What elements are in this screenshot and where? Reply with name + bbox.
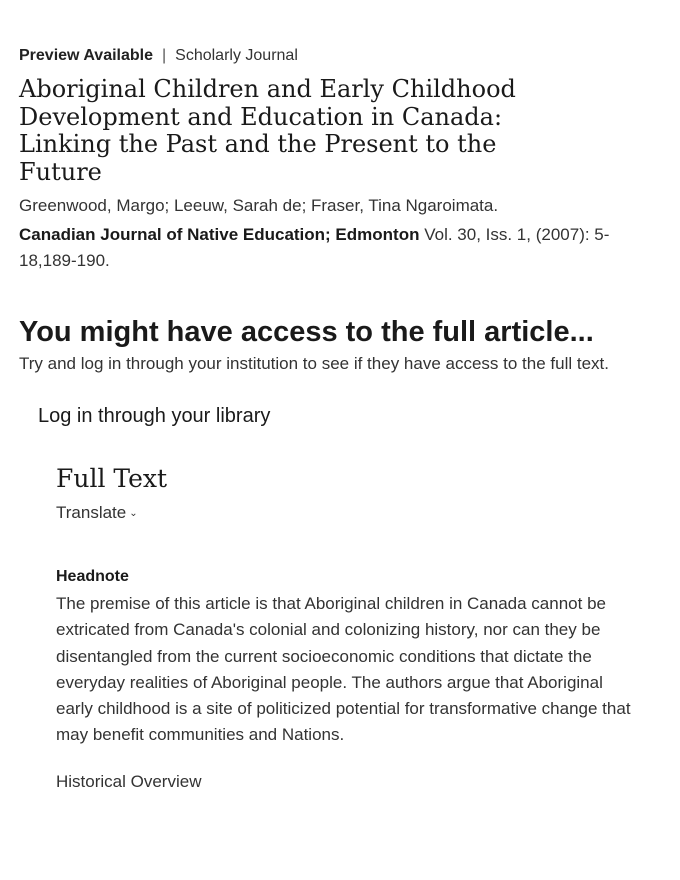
full-text-heading: Full Text xyxy=(56,464,168,493)
headnote-label: Headnote xyxy=(56,568,129,585)
article-title: Aboriginal Children and Early Childhood Development and Education in Canada: Linking the Past and the Present to the Future xyxy=(19,75,516,186)
meta-separator: | xyxy=(162,47,167,64)
citation-details: Vol. 30, Iss. 1, (2007): 5-18,189-190. xyxy=(19,225,610,270)
access-heading: You might have access to the full article... xyxy=(19,316,594,348)
document-type: Scholarly Journal xyxy=(175,47,298,64)
section-title: Historical Overview xyxy=(56,772,202,791)
availability-badge: Preview Available xyxy=(19,47,153,64)
translate-label: Translate xyxy=(56,503,127,522)
library-login-link[interactable]: Log in through your library xyxy=(38,405,271,427)
article-authors: Greenwood, Margo; Leeuw, Sarah de; Fraser, Tina Ngaroimata. xyxy=(19,196,499,215)
article-citation xyxy=(19,222,664,274)
journal-name: Canadian Journal of Native Education; Edmonton xyxy=(19,225,420,244)
access-subtext: Try and log in through your institution to see if they have access to the full text. xyxy=(19,354,609,373)
headnote-body: The premise of this article is that Aboriginal children in Canada cannot be extricated from Canada's colonial and colonizing history, nor can they be disentangled from the current socioeconomic conditions that dictate the everyday realities of Aboriginal people. The authors argue that Aboriginal early childhood is a site of politicized potential for transformative change that may benefit communities and Nations. xyxy=(56,594,631,745)
translate-dropdown[interactable] xyxy=(56,503,138,523)
chevron-down-icon: ⌄ xyxy=(129,508,138,519)
document-meta xyxy=(19,47,298,65)
